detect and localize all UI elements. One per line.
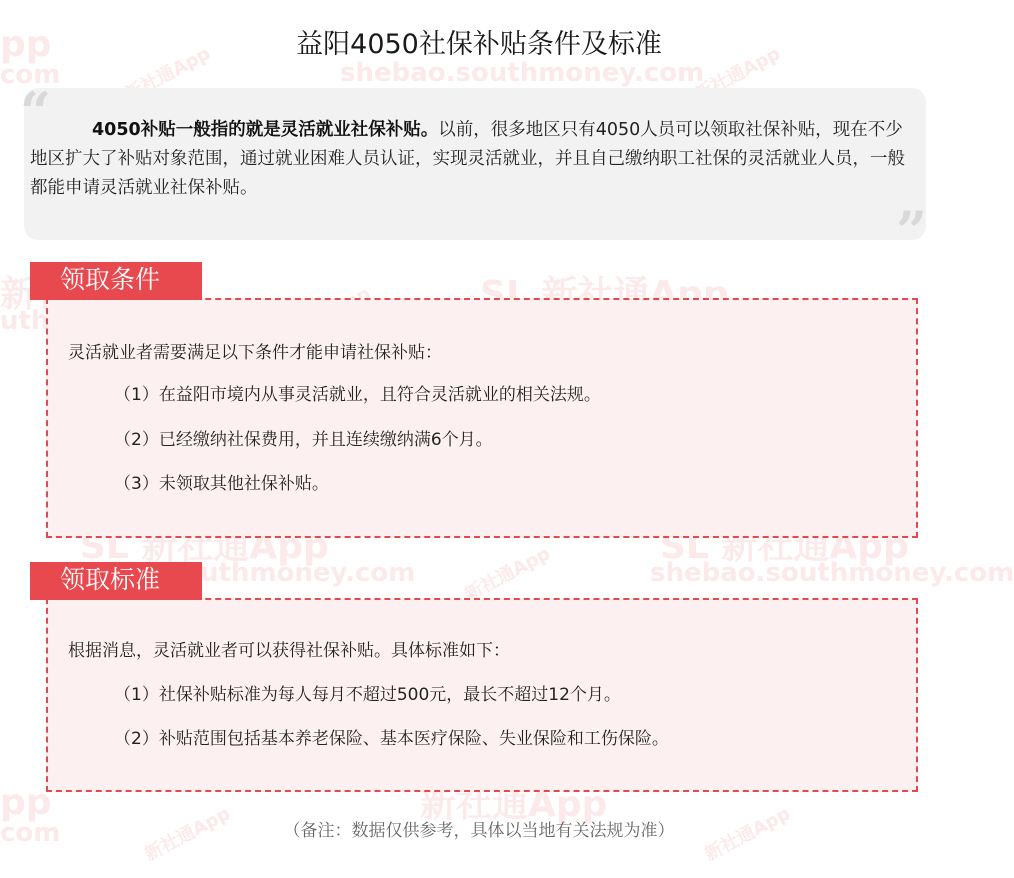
watermark-logo: 新社通App — [141, 803, 234, 866]
watermark-logo: 新社通App — [701, 803, 794, 866]
watermark-logo: SL 新社通App — [660, 526, 909, 567]
watermark-logo: 新社通App — [121, 43, 214, 106]
conditions-panel — [46, 298, 918, 538]
intro-bold-lead: 4050补贴一般指的就是灵活就业社保补贴。 — [92, 120, 439, 140]
intro-body: 以前，很多地区只有4050人员可以领取社保补贴，现在不少地区扩大了补贴对象范围，通过就业困难人员认证，实现灵活就业，并且自己缴纳职工社保的灵活就业人员，一般都能申请灵活就业社保补贴。 — [30, 120, 905, 198]
standards-tag: 领取标准 — [30, 562, 202, 600]
watermark-logo: SL 新社通App — [480, 274, 729, 315]
list-item: （3）未领取其他社保补贴。 — [114, 474, 329, 494]
watermark-logo: com — [0, 818, 61, 848]
standards-panel — [46, 598, 918, 792]
conditions-lead: 灵活就业者需要满足以下条件才能申请社保补贴： — [68, 343, 442, 363]
watermark-logo: 新社通App — [461, 543, 554, 606]
watermark-logo: pp — [0, 24, 52, 65]
close-quote-icon: ” — [896, 199, 928, 263]
list-item: （1）在益阳市境内从事灵活就业，且符合灵活就业的相关法规。 — [114, 385, 601, 405]
watermark-logo: shebao.southmoney.com — [340, 58, 705, 88]
watermark-logo: pp — [0, 782, 52, 823]
open-quote-icon: “ — [20, 80, 52, 144]
conditions-tag: 领取条件 — [30, 262, 202, 300]
watermark-logo: com — [0, 60, 61, 90]
watermark-logo: SL 新社通App — [80, 526, 329, 567]
list-item: （2）已经缴纳社保费用，并且连续缴纳满6个月。 — [114, 430, 493, 450]
watermark-logo: uthmoney.com — [200, 558, 416, 588]
intro-paragraph — [30, 116, 916, 203]
watermark-logo: 新社通App — [691, 43, 784, 106]
page-title: 益阳4050社保补贴条件及标准 — [296, 29, 662, 60]
list-item: （1）社保补贴标准为每人每月不超过500元，最长不超过12个月。 — [114, 685, 621, 705]
watermark-logo: shebao.southmoney.com — [650, 558, 1014, 588]
standards-lead: 根据消息，灵活就业者可以获得社保补贴。具体标准如下： — [68, 641, 510, 661]
list-item: （2）补贴范围包括基本养老保险、基本医疗保险、失业保险和工伤保险。 — [114, 729, 669, 749]
watermark-logo: 新社通App — [420, 784, 608, 825]
footnote: （备注：数据仅供参考，具体以当地有关法规为准） — [283, 821, 675, 841]
